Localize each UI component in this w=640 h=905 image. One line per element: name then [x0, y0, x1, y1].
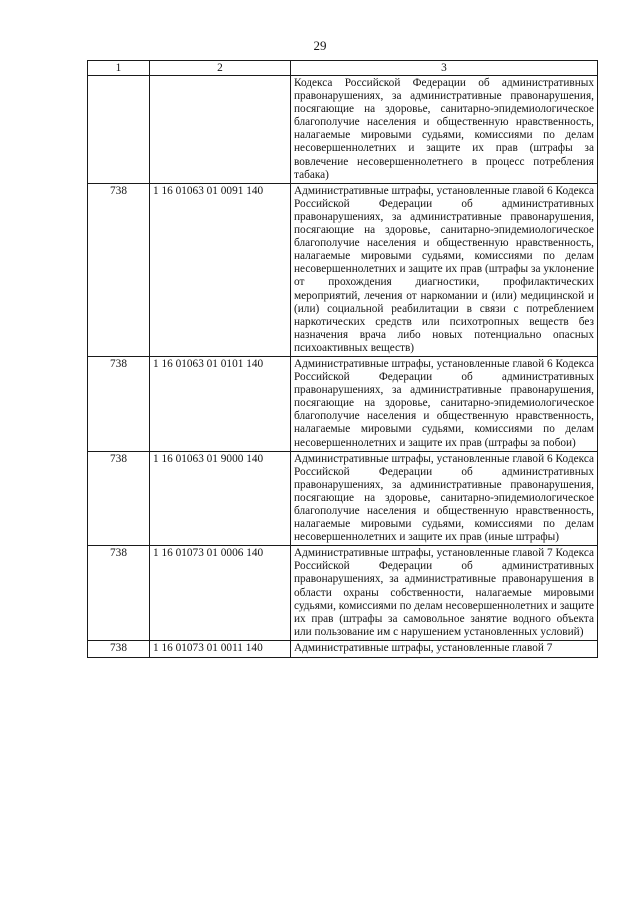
kbk-code-cell: 1 16 01073 01 0011 140: [150, 640, 291, 657]
column-number-row: [88, 61, 598, 76]
table-row: [88, 183, 598, 356]
column-number-2: 2: [150, 61, 291, 76]
table-row: [88, 451, 598, 546]
admin-code-cell: 738: [88, 183, 150, 356]
budget-codes-table: [87, 60, 598, 658]
description-cell: Кодекса Российской Федерации об административных правонарушениях, за административные правонарушения, посягающие на здоровье, санитарно-эпидемиологическое благополучие населения и общественную нравственность, налагаемые мировыми судьями, комиссиями по делам несовершеннолетних и защите их прав (штрафы за вовлечение несовершеннолетнего в процесс потребления табака): [291, 76, 598, 184]
column-number-1: 1: [88, 61, 150, 76]
kbk-code-cell: 1 16 01063 01 0101 140: [150, 356, 291, 451]
description-cell: Административные штрафы, установленные главой 6 Кодекса Российской Федерации об административных правонарушениях, за административные правонарушения, посягающие на здоровье, санитарно-эпидемиологическое благополучие населения и общественную нравственность, налагаемые мировыми судьями, комиссиями по делам несовершеннолетних и защите их прав (иные штрафы): [291, 451, 598, 546]
kbk-code-cell: [150, 76, 291, 184]
column-number-3: 3: [291, 61, 598, 76]
kbk-code-cell: 1 16 01063 01 9000 140: [150, 451, 291, 546]
admin-code-cell: 738: [88, 640, 150, 657]
admin-code-cell: [88, 76, 150, 184]
kbk-code-cell: 1 16 01073 01 0006 140: [150, 546, 291, 641]
table-row: [88, 356, 598, 451]
table-row-continuation: [88, 76, 598, 184]
page-number: 29: [313, 38, 327, 53]
description-cell: Административные штрафы, установленные главой 7 Кодекса Российской Федерации об административных правонарушениях, за административные правонарушения в области охраны собственности, налагаемые мировыми судьями, комиссиями по делам несовершеннолетних и защите их прав (штрафы за самовольное занятие водного объекта или пользование им с нарушением установленных условий): [291, 546, 598, 641]
kbk-code-cell: 1 16 01063 01 0091 140: [150, 183, 291, 356]
table-row: [88, 546, 598, 641]
admin-code-cell: 738: [88, 546, 150, 641]
description-cell: Административные штрафы, установленные главой 6 Кодекса Российской Федерации об административных правонарушениях, за административные правонарушения, посягающие на здоровье, санитарно-эпидемиологическое благополучие населения и общественную нравственность, налагаемые мировыми судьями, комиссиями по делам несовершеннолетних и защите их прав (штрафы за побои): [291, 356, 598, 451]
description-cell: Административные штрафы, установленные главой 7: [291, 640, 598, 657]
admin-code-cell: 738: [88, 451, 150, 546]
admin-code-cell: 738: [88, 356, 150, 451]
table-row: [88, 640, 598, 657]
description-cell: Административные штрафы, установленные главой 6 Кодекса Российской Федерации об административных правонарушениях, за административные правонарушения, посягающие на здоровье, санитарно-эпидемиологическое благополучие населения и общественную нравственность, налагаемые мировыми судьями, комиссиями по делам несовершеннолетних и защите их прав (штрафы за уклонение от прохождения диагностики, профилактических мероприятий, лечения от наркомании и (или) медицинской и (или) социальной реабилитации в связи с потреблением наркотических средств или психотропных веществ без назначения врача либо новых потенциально опасных психоактивных веществ): [291, 183, 598, 356]
